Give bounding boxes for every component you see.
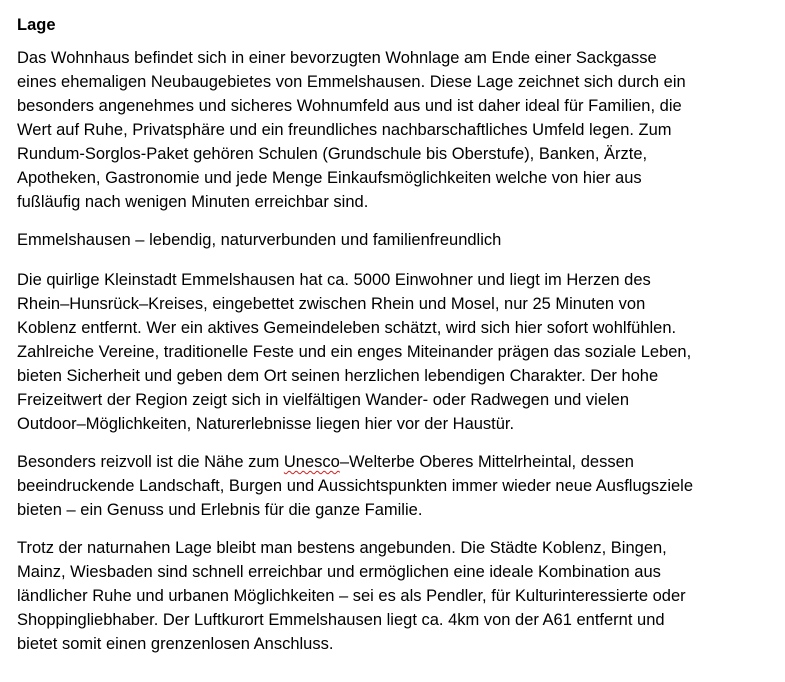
text-line: Shoppingliebhaber. Der Luftkurort Emmelshausen liegt ca. 4km von der A61 entfernt und: [17, 611, 665, 629]
text-line: Freizeitwert der Region zeigt sich in vielfältigen Wander- oder Radwegen und vielen: [17, 391, 630, 409]
spellcheck-flagged-word[interactable]: Unesco: [283, 453, 340, 471]
text-line: Die quirlige Kleinstadt Emmelshausen hat ca. 5000 Einwohner und liegt im Herzen des: [17, 271, 651, 289]
paragraph-connection: [17, 536, 768, 656]
text-line: Emmelshausen – lebendig, naturverbunden und familienfreundlich: [17, 231, 502, 249]
text-line: Apotheken, Gastronomie und jede Menge Einkaufsmöglichkeiten welche von hier aus: [17, 169, 642, 187]
text-line: Trotz der naturnahen Lage bleibt man bestens angebunden. Die Städte Koblenz, Bingen,: [17, 539, 667, 557]
paragraph-unesco: [17, 450, 768, 522]
text-line: Koblenz entfernt. Wer ein aktives Gemeindeleben schätzt, wird sich hier sofort wohlfühlen.: [17, 319, 677, 337]
paragraph-location: [17, 46, 768, 214]
text-line: [17, 450, 768, 474]
text-line: Das Wohnhaus befindet sich in einer bevorzugten Wohnlage am Ende einer Sackgasse: [17, 49, 657, 67]
paragraph-subtitle: [17, 228, 768, 252]
section-heading: Lage: [17, 16, 56, 34]
text-line: Outdoor–Möglichkeiten, Naturerlebnisse liegen hier vor der Haustür.: [17, 415, 515, 433]
text-line: Zahlreiche Vereine, traditionelle Feste und ein enges Miteinander prägen das soziale Leben,: [17, 343, 692, 361]
paragraph-town: [17, 268, 768, 436]
text-line: Mainz, Wiesbaden sind schnell erreichbar und ermöglichen eine ideale Kombination aus: [17, 563, 661, 581]
text-line: Rundum-Sorglos-Paket gehören Schulen (Grundschule bis Oberstufe), Banken, Ärzte,: [17, 145, 648, 163]
text-line: ländlicher Ruhe und urbanen Möglichkeiten – sei es als Pendler, für Kulturinteressierte oder: [17, 587, 686, 605]
text-line: eines ehemaligen Neubaugebietes von Emmelshausen. Diese Lage zeichnet sich durch ein: [17, 73, 686, 91]
text-line: bieten – ein Genuss und Erlebnis für die ganze Familie.: [17, 501, 423, 519]
text-segment: –Welterbe Oberes Mittelrheintal, dessen: [339, 453, 634, 471]
text-line: bieten Sicherheit und geben dem Ort seinen herzlichen lebendigen Charakter. Der hohe: [17, 367, 659, 385]
text-line: Wert auf Ruhe, Privatsphäre und ein freundliches nachbarschaftliches Umfeld legen. Zum: [17, 121, 672, 139]
text-line: Rhein–Hunsrück–Kreises, eingebettet zwischen Rhein und Mosel, nur 25 Minuten von: [17, 295, 646, 313]
text-line: beeindruckende Landschaft, Burgen und Aussichtspunkten immer wieder neue Ausflugsziele: [17, 477, 694, 495]
text-line: besonders angenehmes und sicheres Wohnumfeld aus und ist daher ideal für Familien, die: [17, 97, 682, 115]
text-line: fußläufig nach wenigen Minuten erreichbar sind.: [17, 193, 369, 211]
text-line: bietet somit einen grenzenlosen Anschluss.: [17, 635, 334, 653]
text-segment: Besonders reizvoll ist die Nähe zum: [17, 453, 284, 471]
